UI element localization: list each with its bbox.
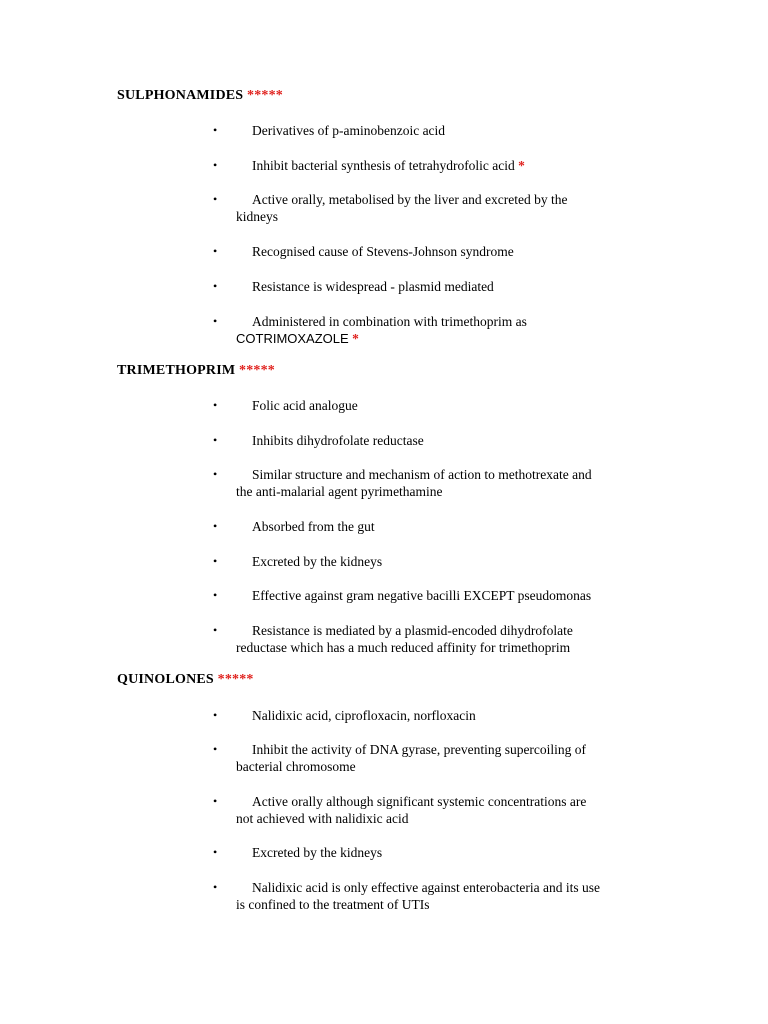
bullet-icon: • — [213, 623, 218, 637]
bullet-icon: • — [213, 708, 218, 722]
list-item: Active orally although significant systemic concentrations are not achieved with nalidixic acid — [236, 794, 587, 826]
bullet-icon: • — [213, 588, 218, 602]
list-item: Similar structure and mechanism of action to methotrexate and the anti-malarial agent pyrimethamine — [236, 467, 592, 499]
list-item: Effective against gram negative bacilli EXCEPT pseudomonas — [252, 588, 592, 603]
bullet-icon: • — [213, 467, 218, 481]
bullet-icon: • — [213, 398, 218, 412]
bullet-icon: • — [213, 519, 218, 533]
list-item: Nalidixic acid is only effective against enterobacteria and its use is confined to the treatment of UTIs — [236, 880, 600, 912]
section-heading-quinolones — [117, 672, 254, 688]
bullet-icon: • — [213, 192, 218, 206]
bullet-icon: • — [213, 742, 218, 756]
list-item: Inhibit bacterial synthesis of tetrahydrofolic acid * — [252, 158, 525, 173]
list-item: Derivatives of p-aminobenzoic acid — [252, 123, 446, 138]
section-title: SULPHONAMIDES — [117, 88, 244, 103]
list-item: Absorbed from the gut — [252, 519, 375, 534]
section-heading-sulphonamides — [117, 88, 283, 104]
bullet-icon: • — [213, 433, 218, 447]
bullet-icon: • — [213, 880, 218, 894]
bullet-icon: • — [213, 279, 218, 293]
section-title: TRIMETHOPRIM — [117, 363, 236, 378]
list-item: Nalidixic acid, ciprofloxacin, norfloxacin — [252, 708, 476, 723]
importance-stars: ***** — [217, 672, 254, 687]
list-item: Excreted by the kidneys — [252, 554, 383, 569]
section-heading-trimethoprim — [117, 363, 275, 379]
list-item: Resistance is mediated by a plasmid-encoded dihydrofolate reductase which has a much reduced affinity for trimethoprim — [236, 623, 573, 655]
bullet-icon: • — [213, 554, 218, 568]
section-title: QUINOLONES — [117, 672, 214, 687]
list-item: Administered in combination with trimethoprim as COTRIMOXAZOLE * — [236, 314, 527, 346]
list-item: Active orally, metabolised by the liver and excreted by the kidneys — [236, 192, 568, 224]
list-item: Excreted by the kidneys — [252, 845, 383, 860]
list-item: Folic acid analogue — [252, 398, 358, 413]
importance-star: * — [518, 158, 525, 173]
importance-stars: ***** — [247, 88, 283, 103]
list-item: Recognised cause of Stevens-Johnson syndrome — [252, 244, 514, 259]
bullet-icon: • — [213, 314, 218, 328]
bullet-icon: • — [213, 845, 218, 859]
bullet-icon: • — [213, 794, 218, 808]
list-item: Resistance is widespread - plasmid mediated — [252, 279, 494, 294]
bullet-icon: • — [213, 244, 218, 258]
bullet-icon: • — [213, 158, 218, 172]
importance-stars: ***** — [239, 363, 275, 378]
list-item: Inhibits dihydrofolate reductase — [252, 433, 424, 448]
list-item: Inhibit the activity of DNA gyrase, preventing supercoiling of bacterial chromosome — [236, 742, 587, 774]
importance-star: * — [352, 331, 359, 346]
bullet-icon: • — [213, 123, 218, 137]
